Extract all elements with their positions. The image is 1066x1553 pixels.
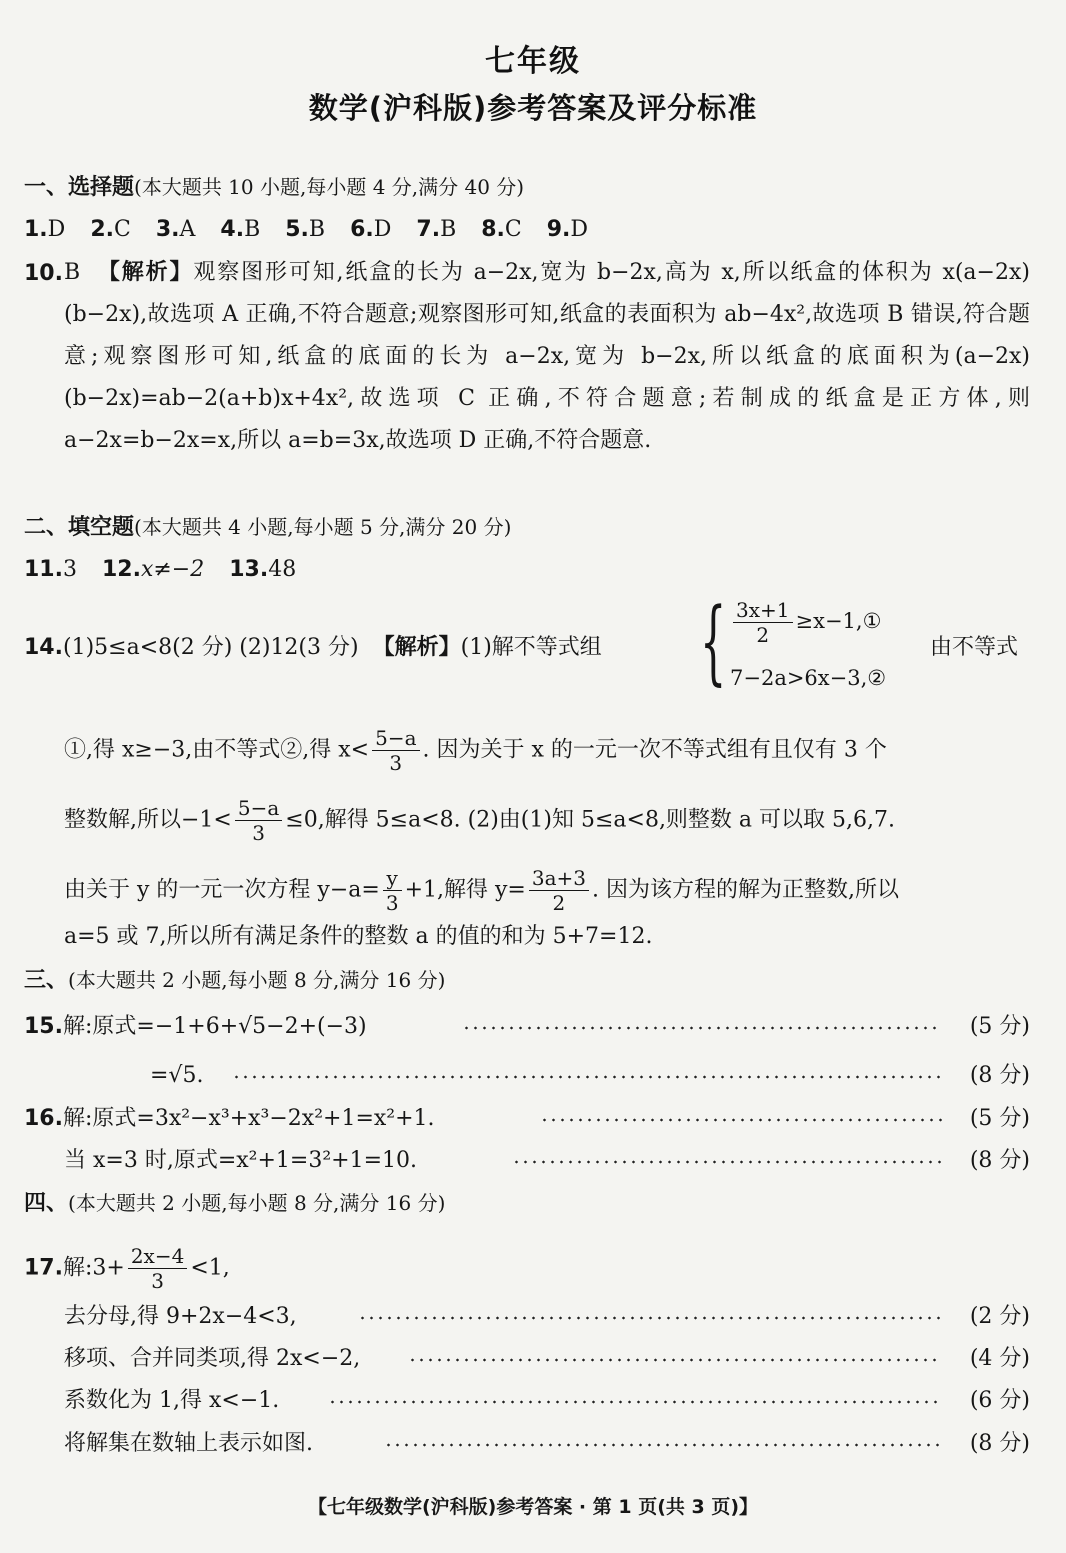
leader-dots	[540, 1118, 942, 1122]
section-2-heading	[24, 512, 511, 543]
q10-explanation	[64, 252, 1030, 462]
leader-dots	[408, 1358, 942, 1362]
q15-score-1: (5 分)	[969, 1014, 1030, 1039]
q10-answer: B	[64, 260, 81, 285]
section-3-title: 三、	[24, 968, 69, 993]
q16-score-1: (5 分)	[969, 1106, 1030, 1131]
grade-title: 七年级	[485, 44, 581, 79]
fill-answers-row	[24, 555, 314, 585]
answer-4: 4.B	[220, 217, 261, 242]
section-4-heading	[24, 1188, 445, 1219]
document-title: 数学(沪科版)参考答案及评分标准	[308, 91, 758, 125]
inequality-system	[700, 588, 930, 698]
answer-7: 7.B	[416, 217, 457, 242]
leader-dots	[232, 1075, 942, 1079]
q10-text: 观察图形可知,纸盒的长为 a−2x,宽为 b−2x,高为 x,所以纸盒的体积为 x(a−2x)(b−2x),故选项 A 正确,不符合题意;观察图形可知,纸盒的表面积为 ab−4x²,故选项 B 错误,符合题意;观察图形可知,纸盒的底面的长为 a−2x,宽为 b−2x,所以纸盒的底面积为(a−2x)(b−2x)=ab−2(a+b)x+4x²,故选项 C 正确,不符合题意;若制成的纸盒是正方体,则 a−2x=b−2x=x,所以 a=b=3x,故选项 D 正确,不符合题意.	[64, 260, 1030, 453]
q14-lead: (1)解不等式组	[460, 635, 602, 660]
section-4-note: (本大题共 2 小题,每小题 8 分,满分 16 分)	[68, 1191, 446, 1215]
section-4-title: 四、	[24, 1191, 69, 1216]
q17-step-3: 系数化为 1,得 x<−1.	[64, 1388, 280, 1413]
q17-step-4: 将解集在数轴上表示如图.	[64, 1431, 313, 1456]
section-3-heading	[24, 965, 445, 996]
section-2-title: 二、填空题	[24, 515, 135, 540]
section-3-note: (本大题共 2 小题,每小题 8 分,满分 16 分)	[68, 968, 446, 992]
q17-score-1: (2 分)	[969, 1304, 1030, 1329]
q14-line-2: ①,得 x≥−3,由不等式②,得 x< $\frac{5-a}{3}$ . 因为关于 x 的一元一次不等式组有且仅有 3 个	[64, 726, 887, 775]
q17-step-2: 移项、合并同类项,得 2x<−2,	[64, 1346, 361, 1371]
answer-5: 5.B	[285, 217, 326, 242]
q17-score-2: (4 分)	[969, 1346, 1030, 1371]
leader-dots	[358, 1316, 942, 1320]
leader-dots	[462, 1026, 942, 1030]
q16-line-2: 当 x=3 时,原式=x²+1=3²+1=10.	[64, 1148, 418, 1173]
q14-answers: (1)5≤a<8(2 分) (2)12(3 分)	[62, 635, 359, 660]
answer-2: 2.C	[90, 217, 131, 242]
left-brace: {	[700, 588, 727, 695]
q14-first-line	[24, 633, 602, 663]
leader-dots	[512, 1160, 942, 1164]
q10-number: 10.	[24, 261, 63, 286]
q17-step-1: 去分母,得 9+2x−4<3,	[64, 1304, 297, 1329]
q14-line-3: 整数解,所以−1< $\frac{5-a}{3}$ ≤0,解得 5≤a<8. (2)由(1)知 5≤a<8,则整数 a 可以取 5,6,7.	[64, 796, 896, 845]
page-footer: 【七年级数学(沪科版)参考答案 · 第 1 页(共 3 页)】	[307, 1496, 759, 1518]
q14-line-5: a=5 或 7,所以所有满足条件的整数 a 的值的和为 5+7=12.	[64, 924, 653, 949]
section-1-heading	[24, 172, 524, 203]
answer-13: 13.48	[229, 557, 297, 582]
leader-dots	[384, 1443, 942, 1447]
q15-score-2: (8 分)	[969, 1063, 1030, 1088]
answer-8: 8.C	[481, 217, 522, 242]
inequality-2: 7−2a>6x−3,②	[730, 666, 887, 690]
q17-score-4: (8 分)	[969, 1431, 1030, 1456]
answer-6: 6.D	[350, 217, 392, 242]
q15-line-1: 15.解:原式=−1+6+√5−2+(−3)	[24, 1014, 367, 1039]
answer-11: 11.3	[24, 557, 77, 582]
q16-score-2: (8 分)	[969, 1148, 1030, 1173]
q14-analysis-tag: 【解析】	[372, 635, 461, 660]
answer-1: 1.D	[24, 217, 66, 242]
section-1-title: 一、选择题	[24, 175, 135, 200]
q17-score-3: (6 分)	[969, 1388, 1030, 1413]
q14-line-4: 由关于 y 的一元一次方程 y−a= $\frac{y}{3}$ +1,解得 y= $\frac{3a+3}{2}$ . 因为该方程的解为正整数,所以	[64, 866, 899, 915]
q14-number: 14.	[24, 635, 63, 660]
q10-analysis-tag: 【解析】	[97, 260, 194, 285]
q14-after-system: 由不等式	[930, 635, 1019, 660]
section-1-note: (本大题共 10 小题,每小题 4 分,满分 40 分)	[134, 175, 525, 199]
q16-line-1: 16.解:原式=3x²−x³+x³−2x²+1=x²+1.	[24, 1106, 435, 1131]
section-2-note: (本大题共 4 小题,每小题 5 分,满分 20 分)	[134, 515, 512, 539]
q17-line-1: 17.解:3+ $\frac{2x-4}{3}$ <1,	[24, 1244, 230, 1293]
answer-12: 12.x≠−2	[101, 557, 205, 582]
leader-dots	[328, 1400, 942, 1404]
q15-line-2: =√5.	[150, 1063, 204, 1088]
answer-9: 9.D	[546, 217, 589, 242]
inequality-1: $\frac{3x+1}{2}$ ≥x−1,①	[730, 598, 881, 647]
choice-answers-row	[24, 215, 606, 245]
answer-3: 3.A	[155, 217, 196, 242]
